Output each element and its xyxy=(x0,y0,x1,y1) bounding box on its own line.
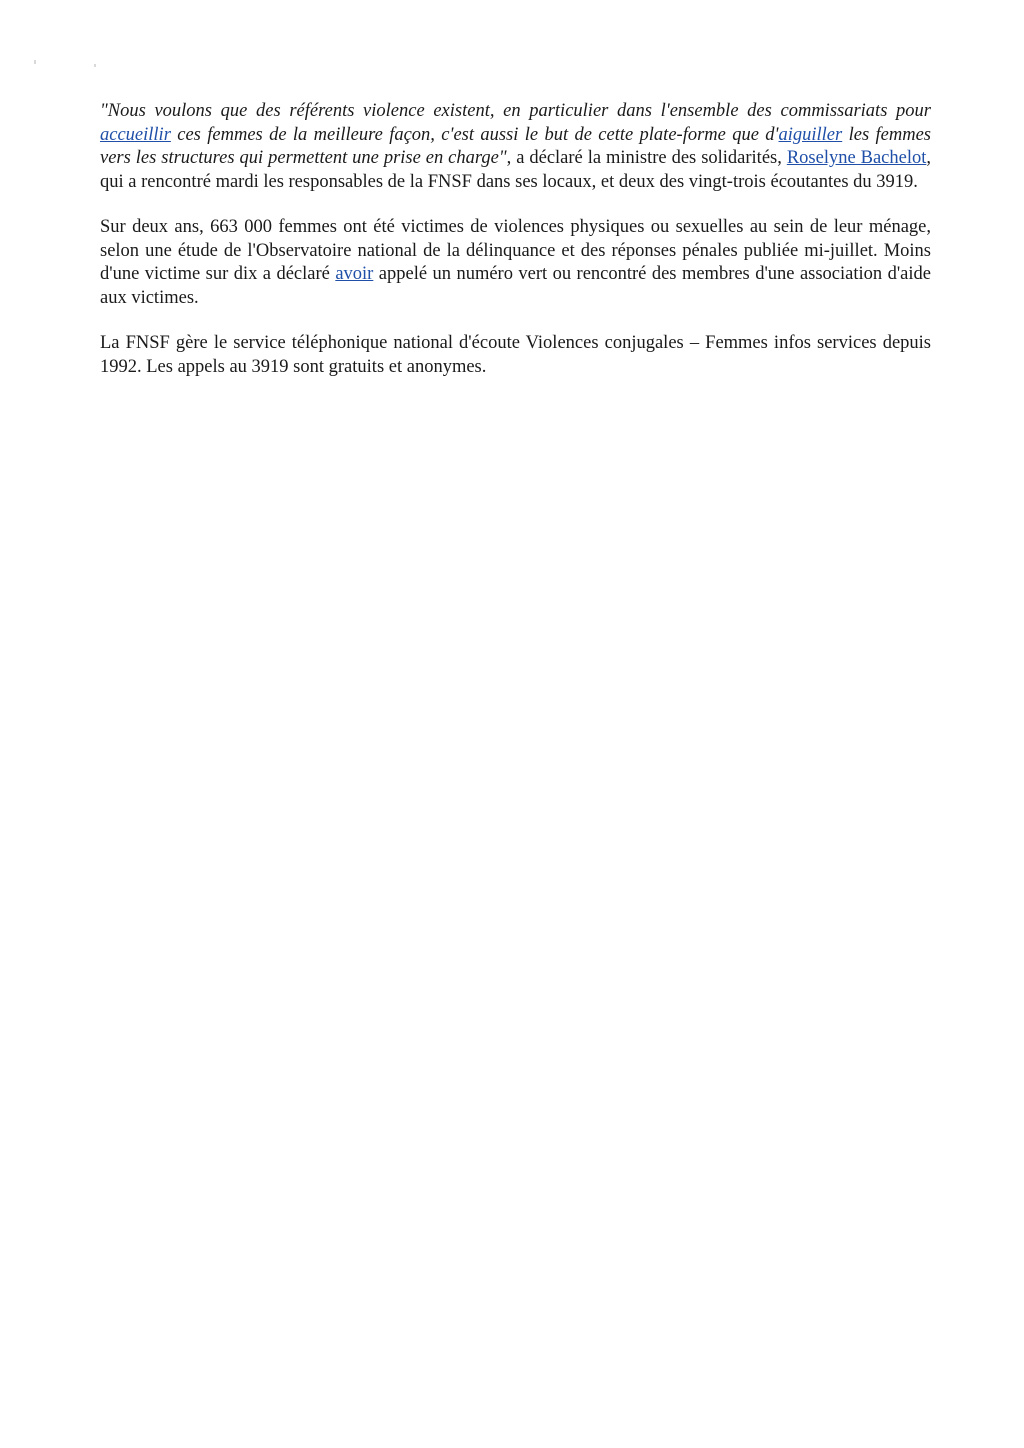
quote-text: les femmes vers les structures qui permettent une prise en charge" xyxy=(100,124,931,168)
link-roselyne-bachelot[interactable]: Roselyne Bachelot xyxy=(786,148,927,168)
scan-artifact xyxy=(94,64,96,67)
paragraph-fnsf-service xyxy=(100,332,931,379)
quote-text: ces femmes de la meilleure façon, c'est aussi le but de cette plate-forme que d' xyxy=(170,124,779,145)
link-aiguiller[interactable]: aiguiller xyxy=(778,124,843,145)
body-text: , a déclaré la ministre des solidarités, xyxy=(506,148,787,168)
document-body xyxy=(100,100,931,401)
body-text: , qui a rencontré mardi les responsables de la FNSF dans ses locaux, et deux des vingt-trois écoutantes du 3919. xyxy=(100,148,931,192)
paragraph-statistics xyxy=(100,216,931,310)
body-text: La FNSF gère le service téléphonique national d'écoute Violences conjugales – Femmes infos services depuis 1992. Les appels au 3919 sont gratuits et anonymes. xyxy=(100,333,931,377)
scan-artifact xyxy=(34,60,36,64)
quote-text: "Nous voulons que des référents violence existent, en particulier dans l'ensemble des commissariats pour xyxy=(100,101,931,121)
body-text: Sur deux ans, 663 000 femmes ont été victimes de violences physiques ou sexuelles au sein de leur ménage, selon une étude de l'Observatoire national de la délinquance et des réponses pénales publiée mi-juillet. Moins d'une victime sur dix a déclaré xyxy=(100,217,931,284)
link-accueillir[interactable]: accueillir xyxy=(100,124,171,145)
link-avoir[interactable]: avoir xyxy=(335,264,374,284)
paragraph-quote-bachelot xyxy=(100,100,931,194)
body-text: appelé un numéro vert ou rencontré des membres d'une association d'aide aux victimes. xyxy=(100,264,931,308)
